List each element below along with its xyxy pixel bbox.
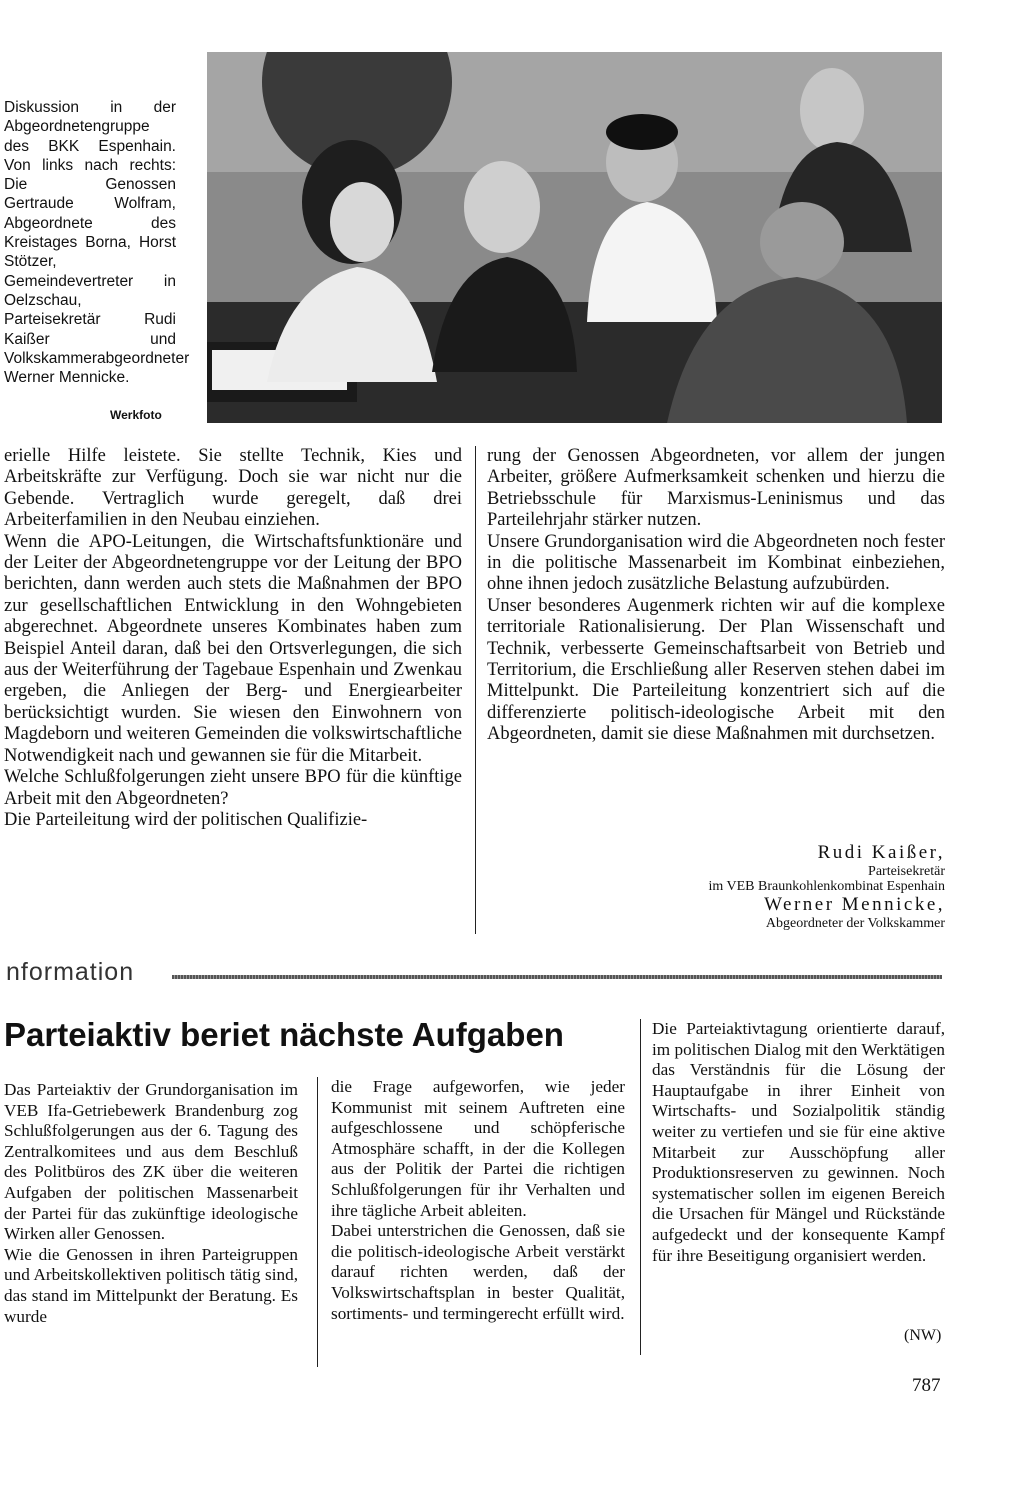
article1-left-column [4,446,462,831]
article1-paragraph: Unsere Grundorganisation wird die Abgeordneten noch fester in die politische Massenarbeit im Kombinat einbeziehen, ohne ihnen jedoch zusätzliche Belastung aufzubürden. [487,531,945,595]
section-rule [172,975,942,979]
article2-paragraph: Die Parteiaktivtagung orientierte darauf, im politischen Dialog mit den Werktätigen das Verständnis für die Lösung der Hauptaufgabe in ihrer Einheit von Wirtschafts- und Sozialpolitik ständig weiter zu vertiefen und sie für eine aktive Mitarbeit zur Ausschöpfung aller Produktionsreserven zu gewinnen. Noch systematischer sollen im eigenen Bereich die Ursachen für Mängel und Rückstände aufgedeckt und der konsequente Kampf für ihre Beseitigung organisiert werden. [652,1019,945,1265]
column-divider [475,446,476,934]
article1-paragraph: Welche Schlußfolgerungen zieht unsere BPO für die künftige Arbeit mit den Abgeordneten? [4,767,462,809]
photo-credit: Werkfoto [110,408,162,422]
signature-name: Rudi Kaißer, [817,842,945,863]
signature-role: im VEB Braunkohlenkombinat Espenhain [708,879,945,894]
signature-role: Parteisekretär [868,864,945,879]
article1-signature [600,842,945,931]
page-number: 787 [912,1375,941,1396]
meeting-photo-image [207,52,942,423]
article1-paragraph: Wenn die APO-Leitungen, die Wirtschaftsfunktionäre und der Leiter der Abgeordnetengruppe vor der Leitung der BPO berichten, dann werden auch stets die Maßnahmen der BPO zur gesellschaftlichen Entwicklung in den Wohngebieten abgerechnet. Abgeordnete unseres Kombinates haben zum Beispiel Anteil daran, daß bei den Ortsverlegungen, die sich aus der Weiterführung der Tagebaue Espenhain und Zwenkau ergeben, die Anliegen der Berg- und Energiearbeiter berücksichtigt wurden. Sie wiesen den Einwohnern von Magdeborn und weiteren Gemeinden die volkswirtschaftliche Notwendigkeit nach und gewannen sie für die Mitarbeit. [4,531,462,766]
article2-paragraph: die Frage aufgeworfen, wie jeder Kommunist mit seinem Auftreten eine aufgeschlossene und schöpferische Atmosphäre schafft, in der die Kollegen aus der Politik der Partei die richtigen Schlußfolgerungen für ihr Verhalten und ihre tägliche Arbeit ableiten. [331,1077,625,1220]
article2-paragraph: Wie die Genossen in ihren Parteigruppen und Arbeitskollektiven politisch tätig sind, das stand im Mittelpunkt der Beratung. Es wurde [4,1244,298,1326]
photo-caption: Diskussion in der Abgeordnetengruppe des BKK Espenhain. Von links nach rechts: Die Genossen Gertraude Wolfram, Abgeordnete des Kreistages Borna, Horst Stötzer, Gemeindevertreter in Oelzschau, Parteisekretär Rudi Kaißer und Volkskammerabgeordneter Werner Mennicke. [4,99,190,387]
article2-source: (NW) [904,1327,942,1344]
article2-headline: Parteiaktiv beriet nächste Aufgaben [4,1016,564,1053]
column-divider [317,1077,318,1367]
article2-paragraph: Dabei unterstrichen die Genossen, daß sie die politisch-ideologische Arbeit verstärkt darauf richten werden, daß der Volkswirtschaftsplan in bester Qualität, sortiments- und termingerecht erfüllt wird. [331,1221,625,1323]
article2-paragraph: Das Parteiaktiv der Grundorganisation im VEB Ifa-Getriebewerk Brandenburg zog Schlußfolgerungen aus der 6. Tagung des Zentralkomitees und aus dem Beschluß des Politbüros des ZK über die weiteren Aufgaben der politischen Massenarbeit der Partei für das zukünftige ideologische Wirken aller Genossen. [4,1080,298,1244]
article2-column-1 [4,1080,298,1327]
signature-role: Abgeordneter der Volkskammer [765,916,945,931]
article1-paragraph: rung der Genossen Abgeordneten, vor allem der jungen Arbeiter, größere Aufmerksamkeit schenken und hierzu die Betriebsschule für Marxismus-Leninismus und das Parteilehrjahr stärker nutzen. [487,446,945,531]
article1-paragraph: Unser besonderes Augenmerk richten wir auf die komplexe territoriale Rationalisierung. Der Plan Wissenschaft und Technik, verbesserte Gemeinschaftsarbeit von Betrieb und Territorium, die Erschließung aller Reserven stehen dabei im Mittelpunkt. Die Parteileitung konzentriert sich auf die differenzierte politisch-ideologische Arbeit mit den Abgeordneten, damit sie diese Maßnahmen mit durchsetzen. [487,595,945,745]
signature-name: Werner Mennicke, [764,894,945,915]
article1-paragraph: erielle Hilfe leistete. Sie stellte Technik, Kies und Arbeitskräfte zur Verfügung. Doch sie war nicht nur die Gebende. Vertraglich wurde geregelt, daß drei Arbeiterfamilien in den Neubau einziehen. [4,446,462,531]
article2-column-3 [652,1019,945,1266]
article2-column-2 [331,1077,625,1324]
meeting-photo [207,52,942,423]
article1-paragraph: Die Parteileitung wird der politischen Qualifizie- [4,809,368,830]
article1-right-column [487,446,945,746]
column-divider [640,1019,641,1355]
section-label: nformation [6,958,135,986]
